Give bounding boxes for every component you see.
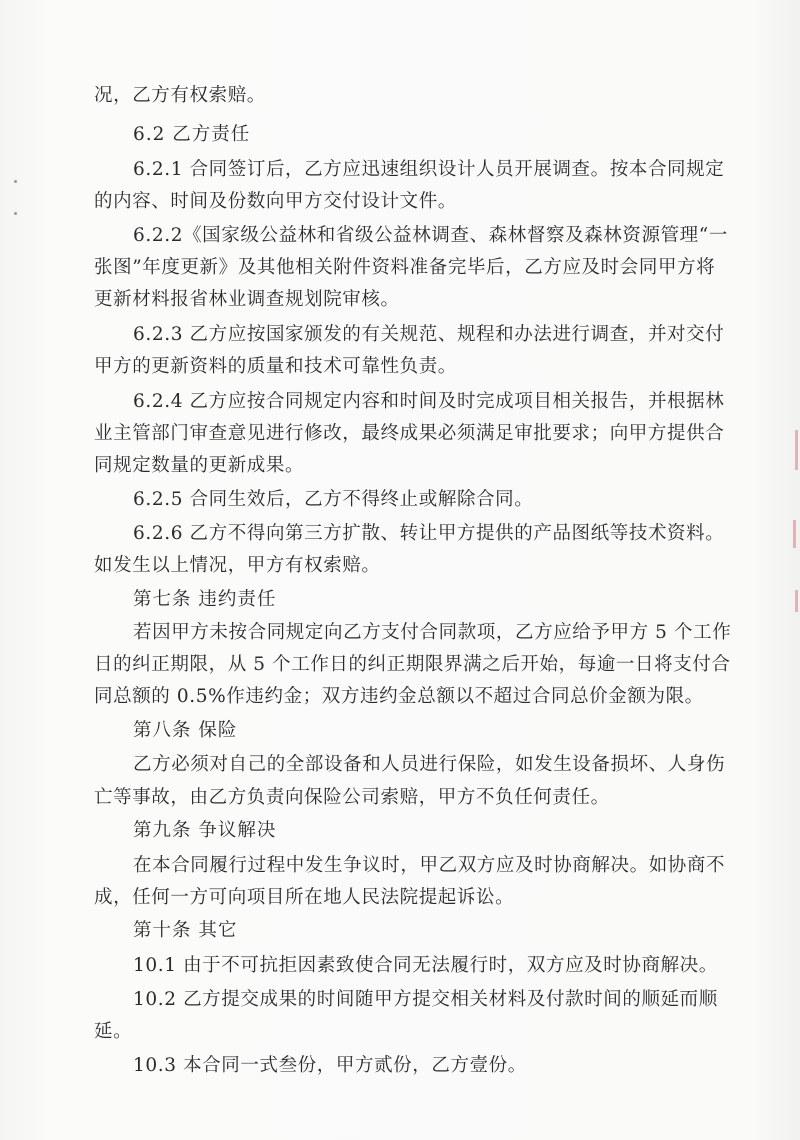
text-line: 6.2.3 乙方应按国家颁发的有关规范、规程和办法进行调查，并对交付 — [133, 324, 725, 345]
article-heading: 第七条 违约责任 — [133, 589, 277, 610]
text-line: 延。 — [94, 1021, 133, 1042]
text-line: 10.1 由于不可抗拒因素致使合同无法履行时，双方应及时协商解决。 — [133, 955, 718, 976]
text-line: 亡等事故，由乙方负责向保险公司索赔，甲方不负任何责任。 — [94, 787, 610, 808]
article-heading: 第十条 其它 — [133, 920, 238, 941]
text-line: 同规定数量的更新成果。 — [94, 455, 305, 476]
text-line: 日的纠正期限，从 5 个工作日的纠正期限界满之后开始，每逾一日将支付合 — [94, 654, 731, 675]
text-line: 10.2 乙方提交成果的时间随甲方提交相关材料及付款时间的顺延而顺 — [133, 989, 718, 1010]
scan-speck — [14, 180, 17, 183]
text-line: 10.3 本合同一式叁份，甲方贰份，乙方壹份。 — [133, 1055, 527, 1076]
text-line: 张图”年度更新》及其他相关附件资料准备完毕后，乙方应及时会同甲方将 — [94, 257, 716, 278]
text-line: 乙方必须对自己的全部设备和人员进行保险，如发生设备损坏、人身伤 — [133, 754, 726, 775]
text-line: 6.2.1 合同签订后，乙方应迅速组织设计人员开展调查。按本合同规定 — [133, 159, 725, 180]
article-heading: 第八条 保险 — [133, 720, 238, 741]
text-line: 况，乙方有权索赔。 — [94, 85, 266, 106]
text-line: 6.2.4 乙方应按合同规定内容和时间及时完成项目相关报告，并根据林 — [133, 391, 725, 412]
text-line: 同总额的 0.5%作违约金；双方违约金总额以不超过合同总价金额为限。 — [94, 686, 704, 707]
article-heading: 第九条 争议解决 — [133, 820, 277, 841]
text-line: 6.2.5 合同生效后，乙方不得终止或解除合同。 — [133, 489, 534, 510]
text-line: 6.2.6 乙方不得向第三方扩散、转让甲方提供的产品图纸等技术资料。 — [133, 523, 725, 544]
text-line: 若因甲方未按合同规定向乙方支付合同款项，乙方应给予甲方 5 个工作 — [133, 622, 732, 643]
text-line: 甲方的更新资料的质量和技术可靠性负责。 — [94, 356, 457, 377]
scan-speck — [14, 212, 17, 215]
scan-mark — [795, 590, 798, 612]
scan-mark — [793, 520, 796, 548]
text-line: 6.2.2《国家级公益林和省级公益林调查、森林督察及森林资源管理“一 — [133, 225, 728, 246]
section-heading: 6.2 乙方责任 — [133, 124, 251, 145]
text-line: 成，任何一方可向项目所在地人民法院提起诉讼。 — [94, 887, 515, 908]
text-line: 的内容、时间及份数向甲方交付设计文件。 — [94, 191, 457, 212]
scan-mark — [795, 430, 798, 470]
text-line: 业主管部门审查意见进行修改，最终成果必须满足审批要求；向甲方提供合 — [94, 423, 725, 444]
text-line: 如发生以上情况，甲方有权索赔。 — [94, 555, 381, 576]
text-line: 在本合同履行过程中发生争议时，甲乙双方应及时协商解决。如协商不 — [133, 855, 726, 876]
text-line: 更新材料报省林业调查规划院审核。 — [94, 289, 400, 310]
